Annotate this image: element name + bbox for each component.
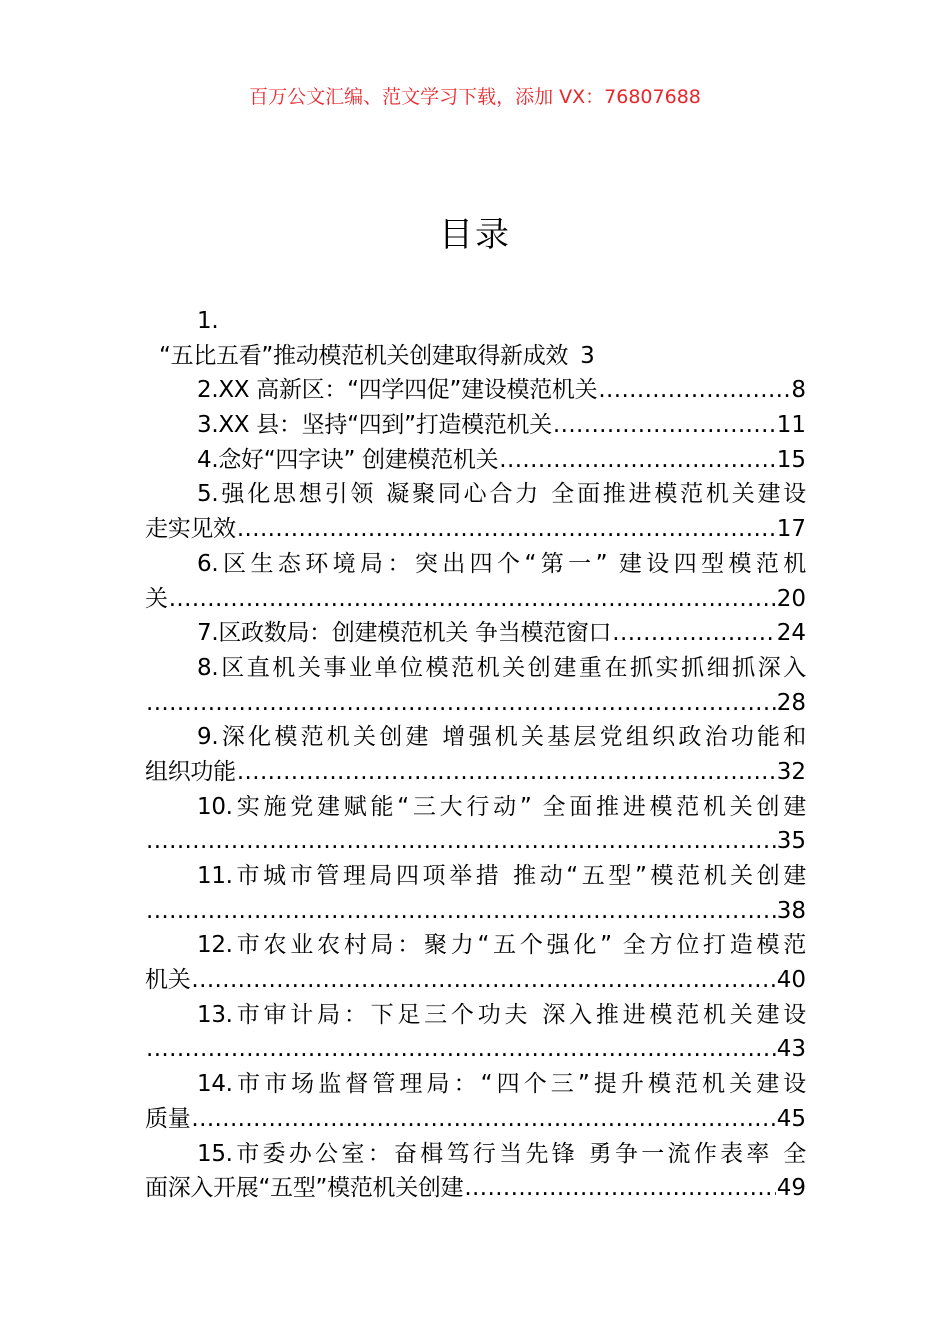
- toc-entry-line: [145, 477, 806, 512]
- watermark-header-note: 百万公文汇编、范文学习下载，添加 VX：76807688: [249, 86, 701, 108]
- toc-entry-title: 1.: [197, 308, 219, 334]
- toc-entry-3[interactable]: [145, 408, 806, 443]
- toc-page-number: 38: [776, 897, 806, 924]
- toc-entry-title: 6.区生态环境局：突出四个“第一” 建设四型模范机: [197, 550, 806, 577]
- toc-entry-15[interactable]: [145, 1137, 806, 1206]
- toc-entry-title: 面深入开展“五型”模范机关创建: [145, 1175, 464, 1202]
- dot-leader: [237, 512, 776, 547]
- toc-entry-1[interactable]: [145, 304, 806, 373]
- toc-page-number: 43: [776, 1036, 806, 1063]
- toc-entry-title: 2.XX 高新区：“四学四促”建设模范机关: [197, 377, 598, 404]
- toc-entry-line: [145, 790, 806, 825]
- toc-entry-title: 7.区政数局：创建模范机关 争当模范窗口: [197, 620, 612, 647]
- toc-entry-title: 12.市农业农村局：聚力“五个强化” 全方位打造模范: [197, 932, 806, 959]
- toc-entry-5[interactable]: [145, 477, 806, 546]
- dot-leader: [598, 373, 790, 408]
- toc-page-number: 28: [776, 689, 806, 716]
- toc-entry-title: 9.深化模范机关创建 增强机关基层党组织政治功能和: [197, 724, 806, 751]
- toc-page-number: 8: [791, 377, 806, 404]
- toc-entry-title: 14.市市场监督管理局：“四个三”提升模范机关建设: [197, 1071, 806, 1098]
- toc-entry-line: [145, 824, 806, 859]
- toc-entry-title: 11.市城市管理局四项举措 推动“五型”模范机关创建: [197, 863, 806, 889]
- toc-entry-title: “五比五看”推动模范机关创建取得新成效: [159, 342, 569, 369]
- toc-entry-6[interactable]: [145, 547, 806, 616]
- toc-entry-title: 13.市审计局：下足三个功夫 深入推进模范机关建设: [197, 1001, 806, 1028]
- dot-leader: [612, 616, 775, 651]
- table-of-contents: [145, 304, 806, 1206]
- toc-entry-line: [145, 998, 806, 1033]
- toc-entry-title: 机关: [145, 967, 191, 994]
- toc-entry-line: [145, 686, 806, 721]
- dot-leader: [146, 1032, 776, 1067]
- dot-leader: [499, 443, 775, 478]
- toc-entry-line: [145, 894, 806, 929]
- toc-entry-line: [145, 512, 806, 547]
- toc-page-number: 35: [776, 828, 806, 855]
- toc-entry-title: 4.念好“四字诀” 创建模范机关: [197, 446, 499, 473]
- dot-leader: [191, 1102, 775, 1137]
- toc-entry-line: [145, 1067, 806, 1102]
- toc-entry-7[interactable]: [145, 616, 806, 651]
- toc-entry-line: [145, 720, 806, 755]
- toc-entry-line: [145, 1137, 806, 1172]
- toc-page-number: 3: [580, 342, 595, 369]
- toc-entry-10[interactable]: [145, 790, 806, 859]
- toc-entry-line: [145, 582, 806, 617]
- toc-entry-title: 3.XX 县：坚持“四到”打造模范机关: [197, 412, 552, 439]
- toc-entry-4[interactable]: [145, 443, 806, 478]
- toc-entry-line: [145, 373, 806, 408]
- toc-entry-line: [145, 547, 806, 582]
- toc-entry-8[interactable]: [145, 651, 806, 720]
- toc-entry-line: [145, 928, 806, 963]
- toc-entry-11[interactable]: [145, 859, 806, 928]
- toc-page-number: 24: [776, 620, 806, 647]
- dot-leader: [237, 755, 776, 790]
- dot-leader: [553, 408, 776, 443]
- toc-page-number: 17: [776, 516, 806, 543]
- dot-leader: [191, 963, 775, 998]
- toc-entry-line: [145, 963, 806, 998]
- toc-entry-title: 5.强化思想引领 凝聚同心合力 全面推进模范机关建设: [197, 481, 806, 508]
- toc-entry-title: 关: [145, 585, 168, 612]
- toc-entry-line: [145, 443, 806, 478]
- toc-entry-title: 8.区直机关事业单位模范机关创建重在抓实抓细抓深入: [197, 654, 806, 681]
- toc-page-number: 32: [776, 758, 806, 785]
- dot-leader: [146, 686, 776, 721]
- toc-entry-line: [145, 1102, 806, 1137]
- toc-entry-line: [159, 339, 806, 374]
- toc-page-number: 11: [776, 412, 806, 439]
- toc-page-number: 49: [776, 1175, 806, 1202]
- toc-entry-line: [145, 1171, 806, 1206]
- toc-entry-13[interactable]: [145, 998, 806, 1067]
- toc-entry-title: 走实见效: [145, 516, 236, 543]
- toc-entry-2[interactable]: [145, 373, 806, 408]
- toc-entry-title: 质量: [145, 1105, 191, 1132]
- dot-leader: [169, 582, 776, 617]
- toc-entry-9[interactable]: [145, 720, 806, 789]
- toc-entry-title: 15.市委办公室：奋楫笃行当先锋 勇争一流作表率 全: [197, 1140, 806, 1167]
- toc-page-number: 40: [776, 967, 806, 994]
- toc-entry-line: [145, 651, 806, 686]
- toc-entry-line: [145, 408, 806, 443]
- toc-entry-title: 组织功能: [145, 758, 236, 785]
- toc-entry-title: 10.实施党建赋能“三大行动” 全面推进模范机关创建: [197, 793, 806, 820]
- toc-page-number: 15: [776, 446, 806, 473]
- toc-entry-12[interactable]: [145, 928, 806, 997]
- toc-page-number: 20: [776, 585, 806, 612]
- dot-leader: [464, 1171, 775, 1206]
- toc-entry-line: [145, 755, 806, 790]
- toc-entry-line: [145, 304, 806, 339]
- dot-leader: [146, 894, 776, 929]
- toc-entry-line: [145, 616, 806, 651]
- toc-entry-line: [145, 859, 806, 894]
- toc-entry-line: [145, 1032, 806, 1067]
- toc-title: 目录: [439, 215, 511, 255]
- dot-leader: [146, 824, 776, 859]
- toc-entry-14[interactable]: [145, 1067, 806, 1136]
- toc-page-number: 45: [776, 1105, 806, 1132]
